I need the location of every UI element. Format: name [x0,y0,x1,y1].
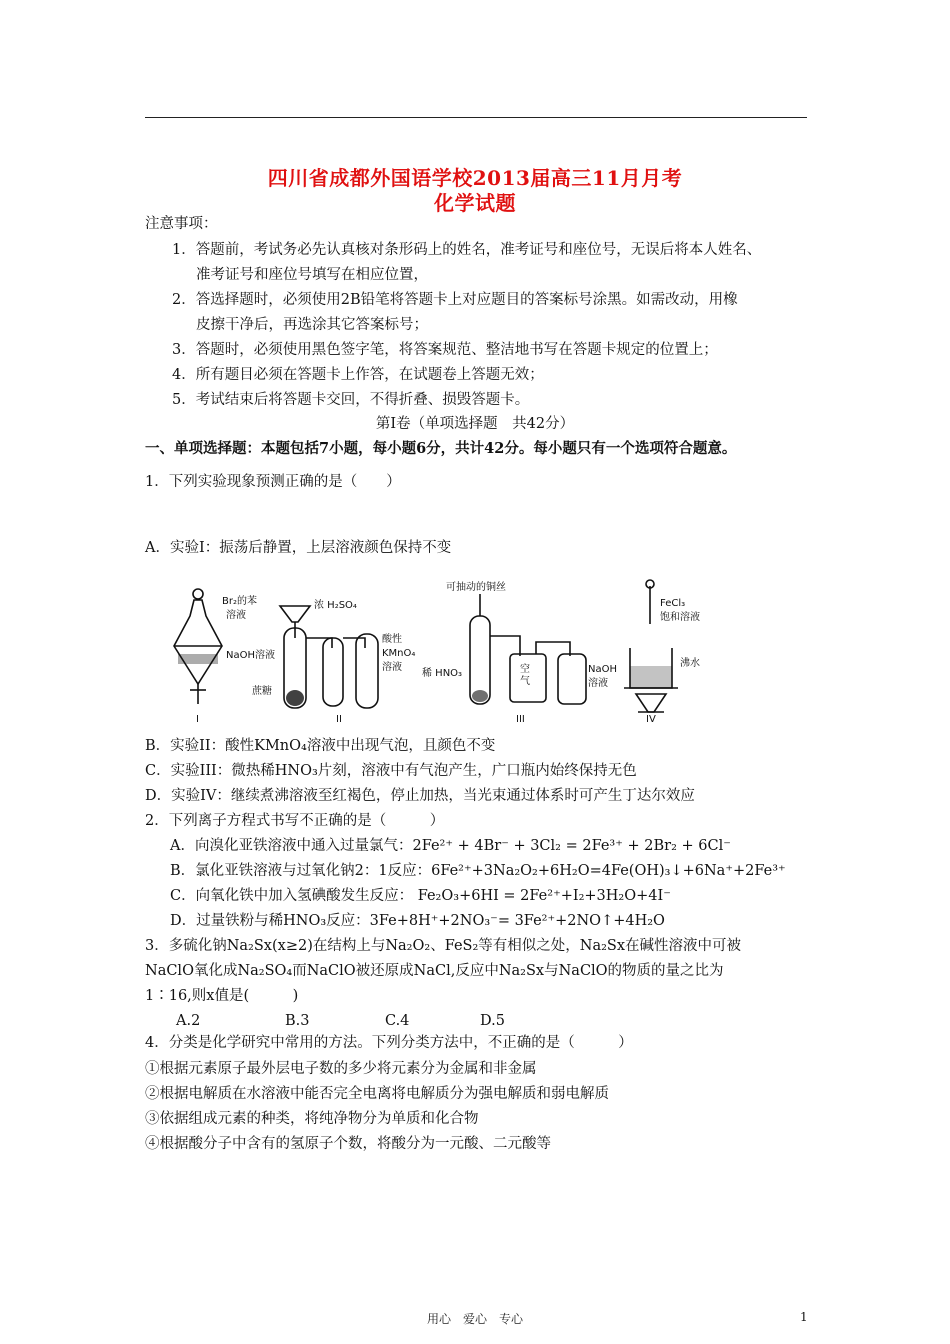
naoh-bottle [558,654,586,704]
notice-item-4: 4．所有题目必须在答题卡上作答，在试题卷上答题无效； [172,367,544,383]
dropping-funnel [280,606,310,622]
q4-item-3: ③依据组成元素的种类，将纯净物分为单质和化合物 [145,1111,479,1127]
label-exp-i: I [196,714,199,725]
notice-item-1: 1．答题前，考试务必先认真核对条形码上的姓名，准考证号和座位号，无误后将本人姓名、 [172,242,762,258]
label-acidic: 酸性 [382,634,402,645]
label-exp-ii: II [336,714,342,725]
separatory-funnel [174,600,222,684]
label-exp-iv: IV [646,714,656,725]
q1-option-b: B．实验II：酸性KMnO₄溶液中出现气泡，且颜色不变 [145,738,496,754]
q2-option-c: C．向氧化铁中加入氢碘酸发生反应： Fe₂O₃+6HI = 2Fe²⁺+I₂+3H₂O+4I⁻ [170,888,671,904]
label-exp-iii: III [516,714,525,725]
experiment-apparatus-diagram [160,576,780,726]
label-br2-solution: 溶液 [226,610,246,621]
q1-option-d: D．实验IV：继续煮沸溶液至红褐色，停止加热，当光束通过体系时可产生丁达尔效应 [145,788,695,804]
label-fecl3: FeCl₃ [660,598,686,609]
burner [636,694,666,712]
q3-option-c: C.4 [385,1013,410,1029]
notice-item-2: 2．答选择题时，必须使用2B铅笔将答题卡上对应题目的答案标号涂黑。如需改动，用橡 [172,292,738,308]
label-fecl3-saturated: 饱和溶液 [660,612,700,623]
q3-line-2: NaClO氧化成Na₂SO₄而NaClO被还原成NaCl,反应中Na₂Sx与NaClO的物质的量之比为 [145,963,724,979]
q1-stem: 1．下列实验现象预测正确的是（ ） [145,474,401,490]
q4-item-1: ①根据元素原子最外层电子数的多少将元素分为金属和非金属 [145,1061,537,1077]
section-instruction: 一、单项选择题：本题包括7小题，每小题6分，共计42分。每小题只有一个选项符合题意。 [145,440,737,457]
label-air-1: 空 [520,664,530,675]
q2-option-b: B．氯化亚铁溶液与过氧化钠2：1反应：6Fe²⁺+3Na₂O₂+6H₂O=4Fe(OH)₃↓+6Na⁺+2Fe³⁺ [170,863,786,879]
experiment-figure [160,576,780,726]
q4-item-2: ②根据电解质在水溶液中能否完全电离将电解质分为强电解质和弱电解质 [145,1086,609,1102]
label-air-2: 气 [520,676,530,687]
test-tube-middle [323,638,343,706]
label-dilute-hno3: 稀 HNO₃ [422,668,463,679]
label-naoh-2: NaOH [588,664,617,675]
notice-item-2-cont: 皮擦干净后，再选涂其它答案标号； [196,317,428,333]
q3-option-b: B.3 [285,1013,310,1029]
page-subtitle: 化学试题 [434,191,516,215]
funnel-stopper [193,589,203,599]
label-kmno4-solution: 溶液 [382,662,402,673]
label-naoh-solution-1: NaOH溶液 [226,650,275,661]
q3-line-3: 1∶16,则x值是( ) [145,988,299,1004]
notice-item-5: 5．考试结束后将答题卡交回，不得折叠、损毁答题卡。 [172,392,530,408]
section-title: 第Ⅰ卷（单项选择题 共42分） [375,416,575,432]
notice-item-3: 3．答题时，必须使用黑色签字笔，将答案规范、整洁地书写在答题卡规定的位置上； [172,342,718,358]
label-conc-h2so4: 浓 H₂SO₄ [314,600,357,611]
q1-option-a: A．实验I：振荡后静置，上层溶液颜色保持不变 [145,540,452,556]
header-rule [145,117,807,118]
test-tube-kmno4 [356,634,378,708]
q3-line-1: 3．多硫化钠Na₂Sx(x≥2)在结构上与Na₂O₂、FeS₂等有相似之处，Na₂Sx在碱性溶液中可被 [145,938,742,954]
q2-option-a: A．向溴化亚铁溶液中通入过量氯气：2Fe²⁺ + 4Br⁻ + 3Cl₂ = 2Fe³⁺ + 2Br₂ + 6Cl⁻ [170,838,731,854]
label-kmno4: KMnO₄ [382,648,416,659]
label-copper-wire: 可抽动的铜丝 [446,582,506,593]
label-boiling-water: 沸水 [680,658,700,669]
q2-stem: 2．下列离子方程式书写不正确的是（ ） [145,813,445,829]
q3-option-a: A.2 [176,1013,201,1029]
notice-item-1-cont: 准考证号和座位号填写在相应位置， [196,267,428,283]
page-number: 1 [800,1310,808,1324]
q1-option-c: C．实验III：微热稀HNO₃片刻，溶液中有气泡产生，广口瓶内始终保持无色 [145,763,637,779]
notice-heading: 注意事项： [145,216,218,232]
footer-motto: 用心 爱心 专心 [426,1312,523,1326]
q4-item-4: ④根据酸分子中含有的氢原子个数，将酸分为一元酸、二元酸等 [145,1136,551,1152]
q2-option-d: D．过量铁粉与稀HNO₃反应：3Fe+8H⁺+2NO₃⁻= 3Fe²⁺+2NO↑+4H₂O [170,913,665,929]
label-br2: Br₂的苯 [222,596,257,607]
label-naoh-2-solution: 溶液 [588,678,608,689]
q3-option-d: D.5 [480,1013,505,1029]
q4-stem: 4．分类是化学研究中常用的方法。下列分类方法中，不正确的是（ ） [145,1035,633,1051]
page-title: 四川省成都外国语学校2013届高三11月月考 [267,166,683,190]
label-sucrose: 蔗糖 [252,686,272,697]
